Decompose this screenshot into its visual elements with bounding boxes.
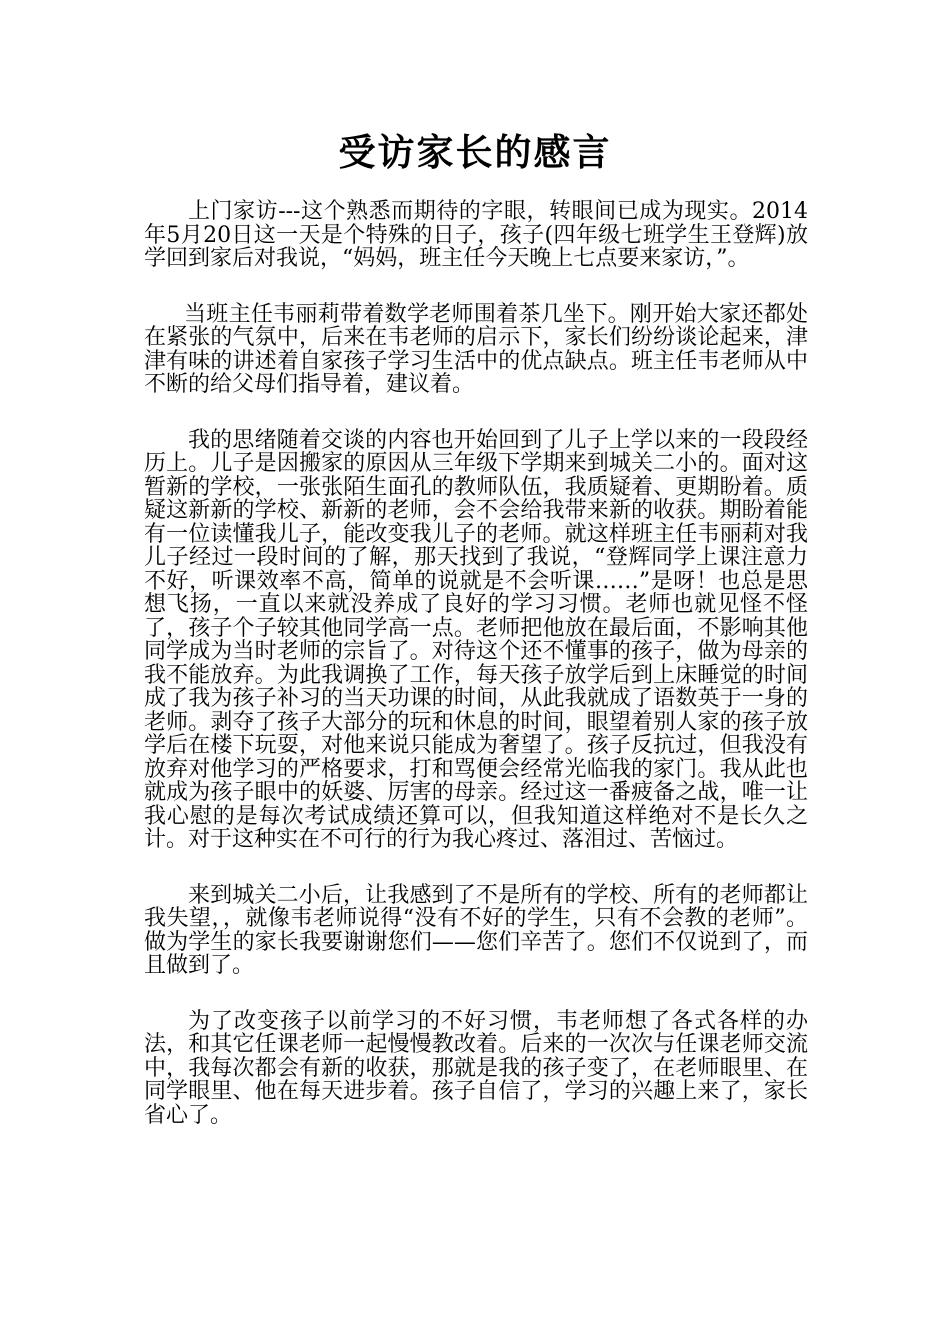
paragraph-2: 当班主任韦丽莉带着数学老师围着茶几坐下。刚开始大家还都处在紧张的气氛中，后来在韦老师的启示下，家长们纷纷谈论起来，津津有味的讲述着自家孩子学习生活中的优点缺点。班主任韦老师从中不断的给父母们指导着，建议着。 <box>144 301 808 397</box>
paragraph-5: 为了改变孩子以前学习的不好习惯，韦老师想了各式各样的办法，和其它任课老师一起慢慢教改着。后来的一次次与任课老师交流中，我每次都会有新的收获，那就是我的孩子变了，在老师眼里、在同学眼里、他在每天进步着。孩子自信了，学习的兴趣上来了，家长省心了。 <box>144 1008 808 1128</box>
document-title: 受访家长的感言 <box>338 130 612 174</box>
paragraph-1: 上门家访---这个熟悉而期待的字眼，转眼间已成为现实。2014年5月20日这一天是个特殊的日子，孩子(四年级七班学生王登辉)放学回到家后对我说，“妈妈，班主任今天晚上七点要来家访，”。 <box>144 199 808 271</box>
paragraph-4: 来到城关二小后，让我感到了不是所有的学校、所有的老师都让我失望，，就像韦老师说得“没有不好的学生，只有不会教的老师”。做为学生的家长我要谢谢您们——您们辛苦了。您们不仅说到了，而且做到了。 <box>144 882 808 978</box>
document-body <box>144 200 808 1159</box>
paragraph-3: 我的思绪随着交谈的内容也开始回到了儿子上学以来的一段段经历上。儿子是因搬家的原因从三年级下学期来到城关二小的。面对这暂新的学校，一张张陌生面孔的教师队伍，我质疑着、更期盼着。质疑这新新的学校、新新的老师，会不会给我带来新的收获。期盼着能有一位读懂我儿子，能改变我儿子的老师。就这样班主任韦丽莉对我儿子经过一段时间的了解，那天找到了我说，“登辉同学上课注意力不好，听课效率不高，简单的说就是不会听课……”是呀！也总是思想飞扬，一直以来就没养成了良好的学习习惯。老师也就见怪不怪了，孩子个子较其他同学高一点。老师把他放在最后面，不影响其他同学成为当时老师的宗旨了。对待这个还不懂事的孩子，做为母亲的我不能放弃。为此我调换了工作，每天孩子放学后到上床睡觉的时间成了我为孩子补习的当天功课的时间，从此我就成了语数英于一身的老师。剥夺了孩子大部分的玩和休息的时间，眼望着别人家的孩子放学后在楼下玩耍，对他来说只能成为奢望了。孩子反抗过，但我没有放弃对他学习的严格要求，打和骂便会经常光临我的家门。我从此也就成为孩子眼中的妖婆、厉害的母亲。经过这一番疲备之战，唯一让我心慰的是每次考试成绩还算可以，但我知道这样绝对不是长久之计。对于这种实在不可行的行为我心疼过、落泪过、苦恼过。 <box>144 427 808 852</box>
